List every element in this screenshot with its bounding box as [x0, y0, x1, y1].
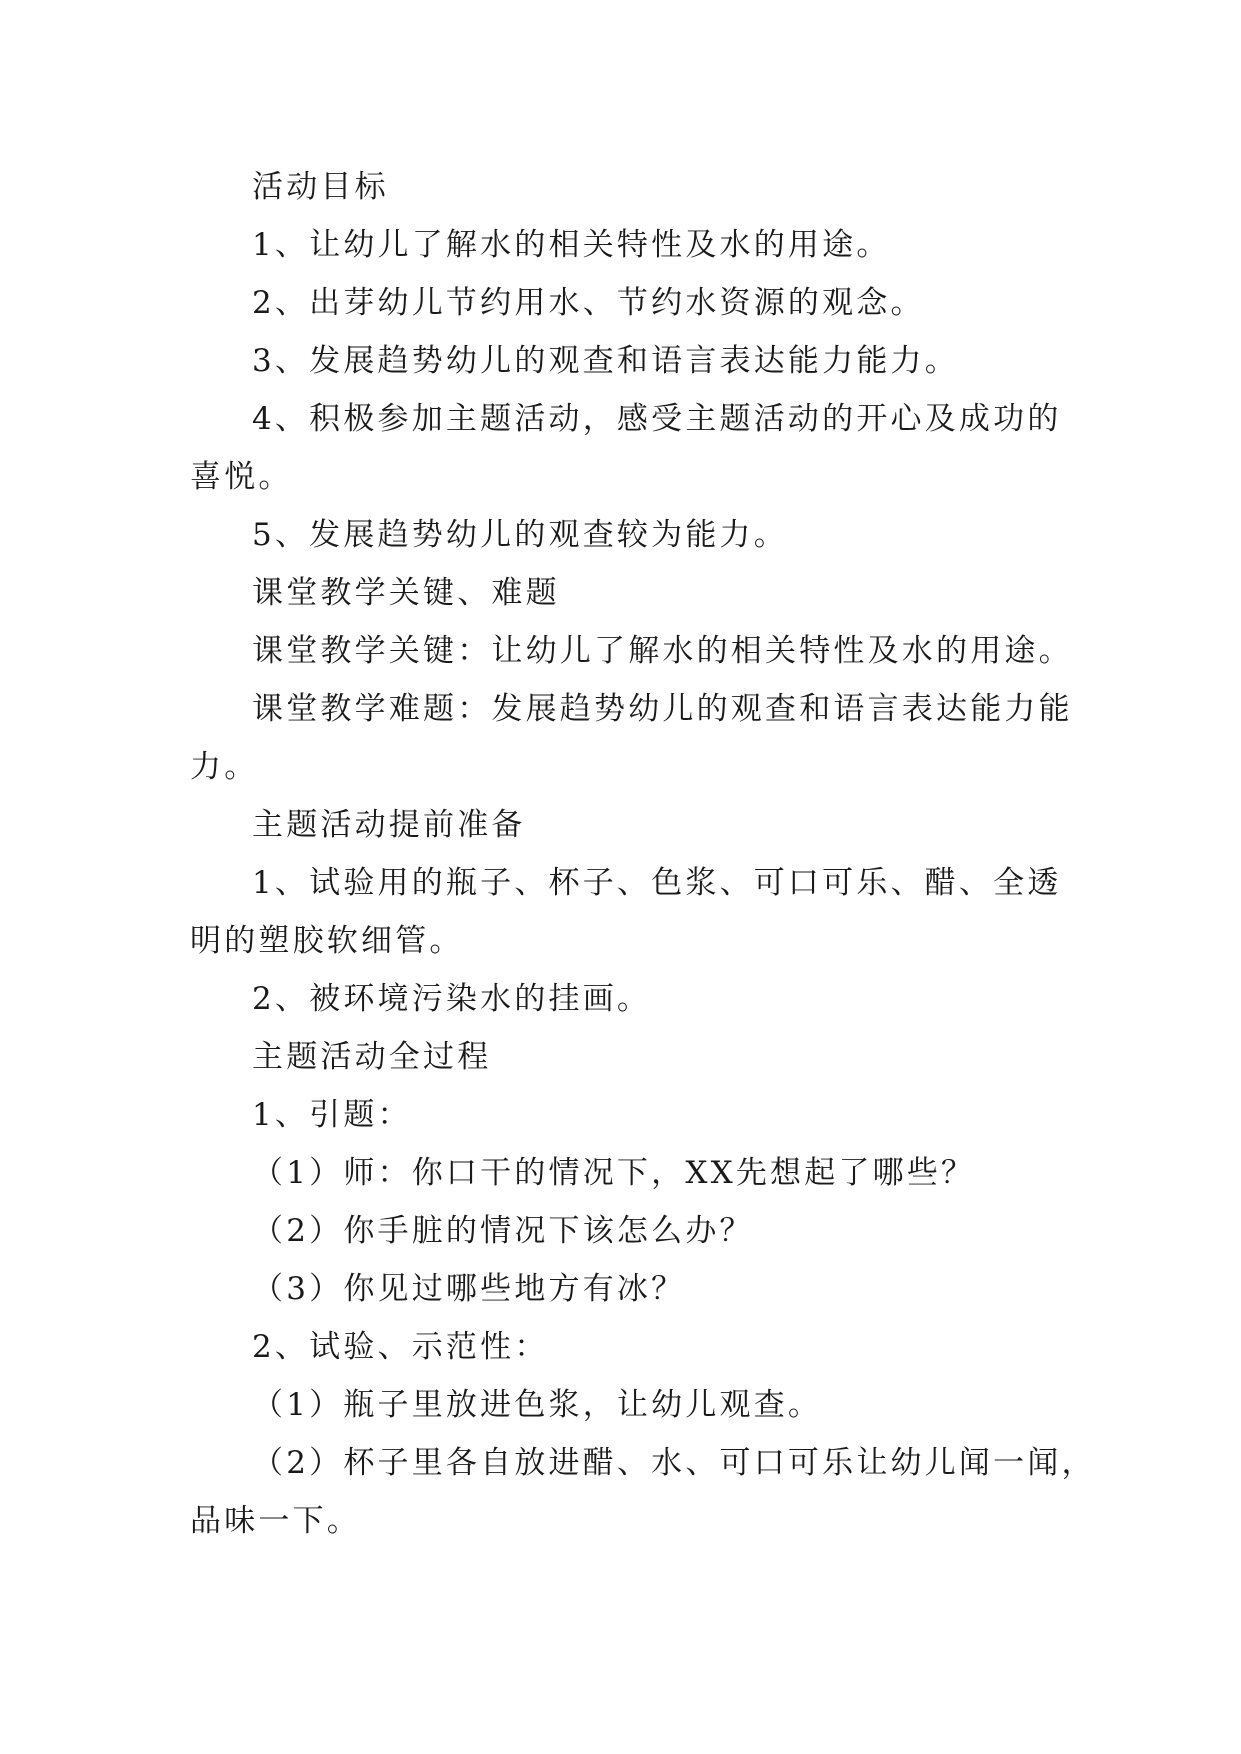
- paragraph-line: 4、积极参加主题活动，感受主题活动的开心及成功的: [252, 401, 1062, 437]
- section-heading-process: 主题活动全过程: [252, 1039, 492, 1075]
- paragraph-line: （1）师：你口干的情况下，XX先想起了哪些？: [252, 1155, 976, 1191]
- paragraph-line-continued: 喜悦。: [190, 459, 293, 495]
- paragraph-line: 2、出芽幼儿节约用水、节约水资源的观念。: [252, 285, 925, 321]
- section-heading-goals: 活动目标: [252, 169, 389, 205]
- document-body: [190, 158, 1096, 1550]
- paragraph-line: 3、发展趋势幼儿的观查和语言表达能力能力。: [252, 343, 959, 379]
- paragraph-line: 课堂教学难题：发展趋势幼儿的观查和语言表达能力能: [252, 691, 1073, 727]
- paragraph-line: （1）瓶子里放进色浆，让幼儿观查。: [252, 1387, 823, 1423]
- paragraph-line: 5、发展趋势幼儿的观查较为能力。: [252, 517, 788, 553]
- paragraph-line-continued: 力。: [190, 749, 259, 785]
- paragraph-line: 2、被环境污染水的挂画。: [252, 981, 652, 1017]
- section-heading-preparation: 主题活动提前准备: [252, 807, 526, 843]
- paragraph-line: 课堂教学关键：让幼儿了解水的相关特性及水的用途。: [252, 633, 1073, 669]
- paragraph-line: 2、试验、示范性：: [252, 1329, 549, 1365]
- paragraph-line: 1、引题：: [252, 1097, 412, 1133]
- paragraph-line-continued: 明的塑胶软细管。: [190, 923, 464, 959]
- paragraph-line-continued: 品味一下。: [190, 1503, 361, 1539]
- section-heading-key-points: 课堂教学关键、难题: [252, 575, 560, 611]
- paragraph-line: 1、让幼儿了解水的相关特性及水的用途。: [252, 227, 891, 263]
- paragraph-line: 1、试验用的瓶子、杯子、色浆、可口可乐、醋、全透: [252, 865, 1062, 901]
- paragraph-line: （3）你见过哪些地方有冰？: [252, 1271, 686, 1307]
- paragraph-line: （2）杯子里各自放进醋、水、可口可乐让幼儿闻一闻，: [252, 1445, 1096, 1481]
- paragraph-line: （2）你手脏的情况下该怎么办？: [252, 1213, 754, 1249]
